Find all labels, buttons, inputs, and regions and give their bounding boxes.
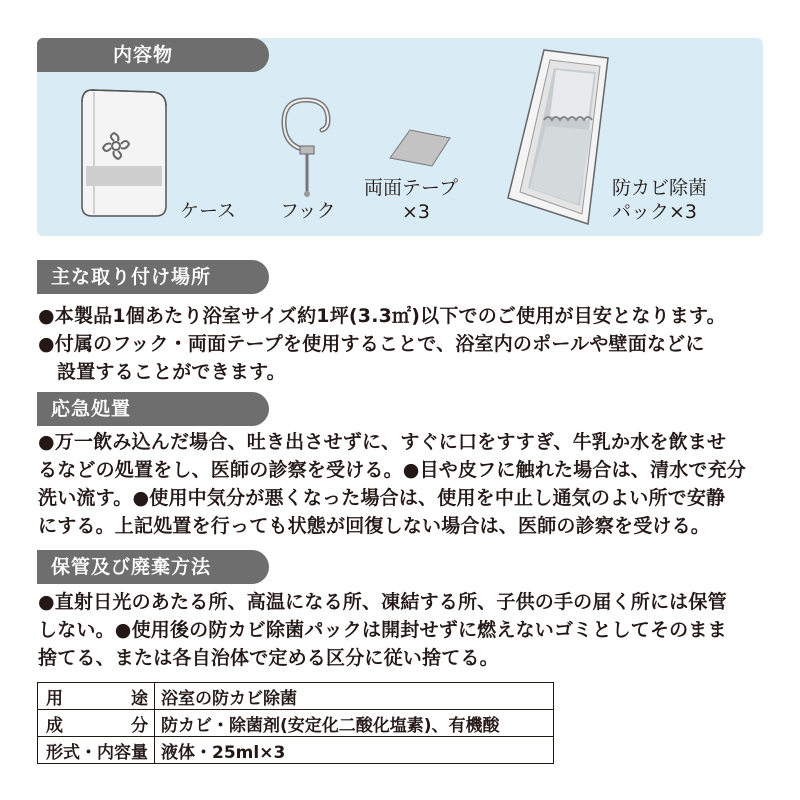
spec-value-form: 液体・25ml×3 <box>155 737 554 764</box>
spec-key-use: 用途 <box>38 683 155 710</box>
storage-line-3: 捨てる、または各自治体で定める区分に従い捨てる。 <box>38 647 499 669</box>
case-label: ケース <box>180 200 237 222</box>
placement-text <box>38 302 768 386</box>
first-aid-line-2: るなどの処置をし、医師の診察を受ける。●目や皮フに触れた場合は、清水で充分 <box>38 459 746 481</box>
first-aid-line-1: ●万一飲み込んだ場合、吐き出させずに、すぐに口をすすぎ、牛乳か水を飲ませ <box>38 431 727 453</box>
placement-line-3: 設置することができます。 <box>57 361 286 383</box>
storage-text <box>38 588 768 672</box>
tape-label-line1: 両面テープ <box>364 177 459 199</box>
spec-value-use: 浴室の防カビ除菌 <box>155 683 554 710</box>
first-aid-line-4: にする。上記処置を行っても状態が回復しない場合は、医師の診察を受ける。 <box>38 515 711 537</box>
hook-label: フック <box>280 200 336 222</box>
first-aid-heading: 応急処置 <box>37 392 269 426</box>
spec-row-ingredients <box>38 710 554 737</box>
tape-illustration <box>388 128 452 168</box>
first-aid-line-3: 洗い流す。●使用中気分が悪くなった場合は、使用を中止し通気のよい所で安静 <box>38 487 726 509</box>
storage-line-1: ●直射日光のあたる所、高温になる所、凍結する所、子供の手の届く所には保管 <box>38 591 727 613</box>
placement-line-1: ●本製品1個あたり浴室サイズ約1坪(3.3㎡)以下でのご使用が目安となります。 <box>38 305 726 327</box>
spec-key-ingredients: 成分 <box>38 710 155 737</box>
spec-table <box>37 682 554 764</box>
spec-row-form <box>38 737 554 764</box>
pack-illustration <box>506 48 610 226</box>
storage-line-2: しない。●使用後の防カビ除菌パックは開封せずに燃えないゴミとしてそのまま <box>38 619 727 641</box>
contents-heading: 内容物 <box>37 38 269 72</box>
placement-line-2: ●付属のフック・両面テープを使用することで、浴室内のポールや壁面などに <box>38 333 705 355</box>
storage-heading: 保管及び廃棄方法 <box>37 550 269 584</box>
placement-heading: 主な取り付け場所 <box>37 260 269 294</box>
spec-row-use <box>38 683 554 710</box>
spec-value-ingredients: 防カビ・除菌剤(安定化二酸化塩素)、有機酸 <box>155 710 554 737</box>
tape-label-line2: ×3 <box>402 201 431 223</box>
first-aid-text <box>38 428 768 540</box>
pack-label-line1: 防カビ除菌 <box>612 177 708 199</box>
case-illustration <box>78 86 170 220</box>
hook-illustration <box>278 96 340 204</box>
spec-key-form: 形式・内容量 <box>38 737 155 764</box>
pack-label-line2: パック×3 <box>612 201 698 223</box>
